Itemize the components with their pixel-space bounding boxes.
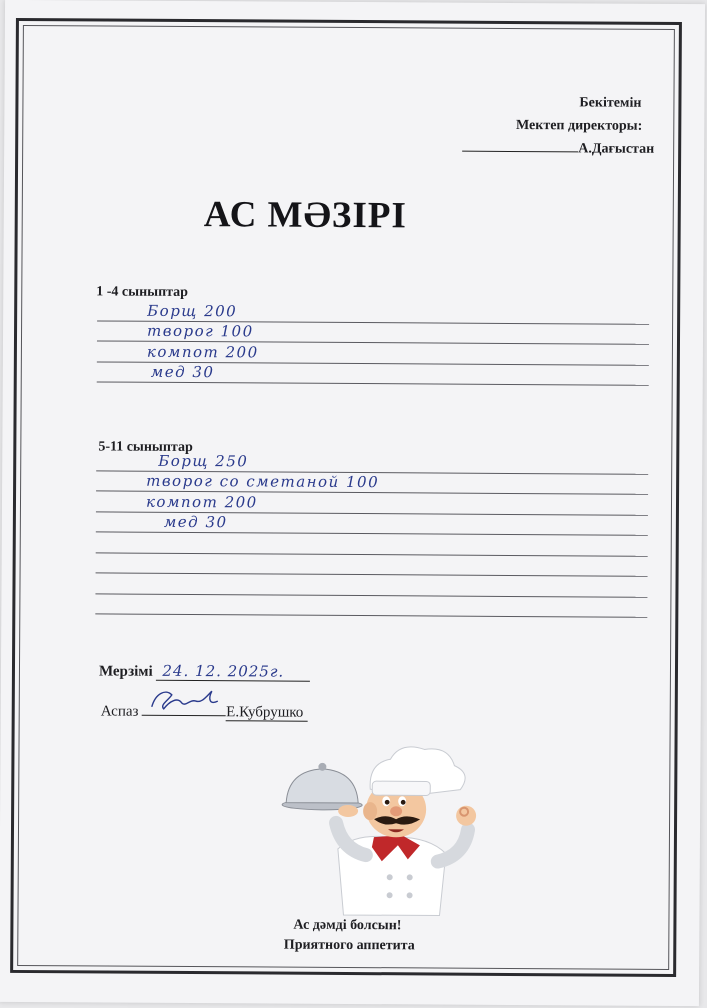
approval-line1: Бекітемін — [579, 95, 642, 111]
menu-row — [97, 362, 649, 386]
menu-item: Борщ 200 — [147, 301, 238, 320]
approval-block — [414, 90, 654, 160]
menu-item: мед 30 — [163, 512, 228, 532]
footer-line1: Ас дәмді болсын! — [293, 917, 402, 934]
term-label: Мерзімі — [98, 663, 153, 680]
menu-row-empty — [95, 594, 647, 618]
cook-signature — [142, 701, 226, 717]
page-title: АС МӘЗІРІ — [203, 194, 407, 237]
menu-item: творог со сметаной 100 — [146, 471, 380, 492]
menu-item: мед 30 — [150, 362, 215, 382]
approval-signature-line — [414, 136, 654, 160]
menu-list-1-4 — [97, 300, 649, 385]
signature-blank — [462, 137, 578, 153]
cook-label: Аспаз — [100, 703, 139, 720]
menu-item: компот 200 — [146, 342, 259, 361]
director-name: А.Дағыстан — [578, 141, 655, 157]
group-label-1-4: 1 -4 сыныптар — [96, 284, 189, 300]
menu-list-5-11 — [95, 450, 648, 617]
term-line — [99, 661, 311, 681]
approval-line2: Мектеп директоры: — [515, 117, 643, 134]
menu-item: компот 200 — [145, 492, 258, 511]
cook-name: Е.Кубрушко — [226, 704, 307, 721]
signature-scribble — [146, 687, 230, 714]
term-date: 24. 12. 2025г. — [156, 662, 310, 682]
group-label-5-11: 5-11 сыныптар — [98, 439, 193, 456]
footer-line2: Приятного аппетита — [283, 937, 415, 954]
footer — [0, 914, 699, 958]
menu-item: Борщ 250 — [158, 451, 249, 470]
menu-item: творог 100 — [146, 321, 254, 341]
cook-line — [101, 700, 308, 721]
chef-illustration — [277, 737, 490, 918]
